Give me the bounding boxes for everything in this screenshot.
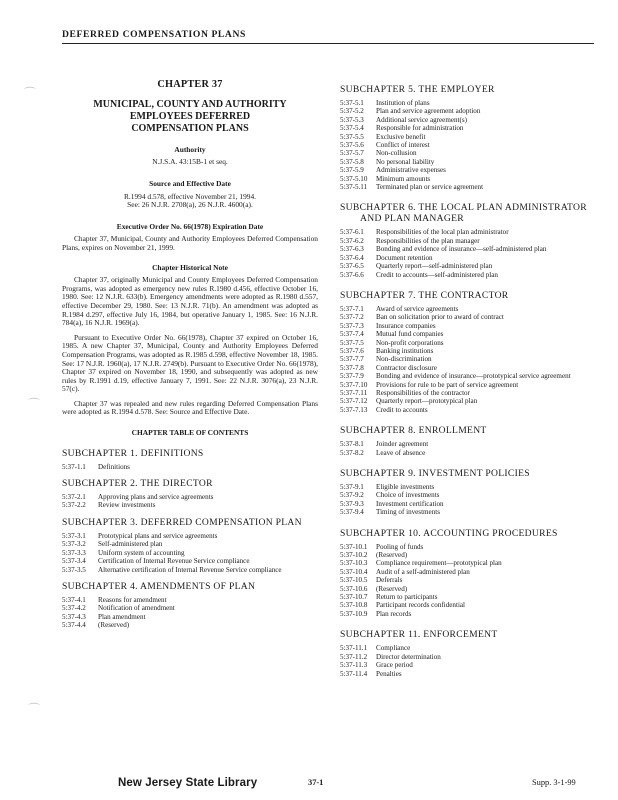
section-title: (Reserved) [376,551,408,560]
toc-section-row [340,653,602,661]
toc-section-row [340,183,602,191]
section-title: Notification of amendment [98,604,175,613]
section-number: 5:37-3.2 [62,540,86,549]
subchapter-block [340,528,602,619]
section-number: 5:37-7.2 [340,313,364,322]
section-title: Reasons for amendment [98,595,167,604]
toc-section-row [340,364,602,372]
section-title: Compliance [376,644,411,653]
subchapter-block [340,290,602,414]
toc-section-row [340,305,602,313]
chapter-number: CHAPTER 37 [157,79,223,90]
margin-mark: ⌒ [24,86,37,100]
subchapter-title: SUBCHAPTER 6. THE LOCAL PLAN ADMINISTRATOR [340,202,587,214]
toc-section-row [340,149,602,157]
subchapter-block [62,478,318,510]
toc-section-row [340,322,602,330]
toc-section-row [340,237,602,245]
section-title: Investment certification [376,499,444,508]
section-title: Non-profit corporations [376,338,444,347]
subchapter-block [340,84,602,191]
history-paragraph: Chapter 37, originally Municipal and County Employees Deferred Compensation Programs, was adopted as emergency new rules R.1980 d.456, effective October 16, 1980. See: 12 N.J.R. 633(b). Emergency amendments were adopted as R.1980 d.557, effective December 29, 1980. See: 13 N.J.R. 71(b). An amendment was adopted as R.1984 d.297, effective July 16, 1984, but operative January 1, 1985. See: 16 N.J.R. 784(a), 16 N.J.R. 1969(a). [62,275,318,328]
toc-section-row [62,566,318,574]
section-title: Timing of investments [376,508,440,517]
toc-section-row [62,493,318,501]
section-title: Plan records [376,609,412,618]
section-number: 5:37-10.5 [340,576,368,585]
section-title: Bonding and evidence of insurance—self-administered plan [376,245,547,254]
toc-section-row [340,254,602,262]
toc-section-row [340,116,602,124]
toc-section-row [340,397,602,405]
subchapter-block [62,448,318,471]
section-title: Return to participants [376,593,438,602]
toc-section-row [340,175,602,183]
toc-section-row [62,613,318,621]
section-number: 5:37-5.9 [340,166,364,175]
subchapter-title: SUBCHAPTER 10. ACCOUNTING PROCEDURES [340,527,558,539]
chapter-title-line: COMPENSATION PLANS [131,123,249,135]
section-title: Responsibilities of the contractor [376,388,470,397]
toc-section-row [340,551,602,559]
toc-section-row [62,549,318,557]
section-number: 5:37-5.7 [340,149,364,158]
section-title: No personal liability [376,157,435,166]
section-number: 5:37-6.2 [340,236,364,245]
toc-section-row [62,596,318,604]
section-number: 5:37-7.7 [340,355,364,364]
toc-section-row [340,508,602,516]
chapter-title [62,99,318,136]
subchapter-title: SUBCHAPTER 9. INVESTMENT POLICIES [340,468,530,479]
toc-section-row [340,313,602,321]
section-number: 5:37-10.7 [340,593,368,602]
toc-section-row [62,604,318,612]
section-title: Audit of a self-administered plan [376,567,470,576]
section-title: Self-administered plan [98,540,163,549]
section-title: Bonding and evidence of insurance—prototypical service agreement [376,372,571,381]
subchapter-title: SUBCHAPTER 2. THE DIRECTOR [62,478,213,490]
section-number: 5:37-7.9 [340,372,364,381]
subchapter-title-cont: AND PLAN MANAGER [360,213,464,225]
section-title: Responsible for administration [376,124,464,133]
section-number: 5:37-4.1 [62,595,86,604]
toc-section-row [340,406,602,414]
section-number: 5:37-9.3 [340,499,364,508]
toc-section-row [340,355,602,363]
toc-section-row [340,389,602,397]
section-number: 5:37-10.6 [340,584,368,593]
section-title: Institution of plans [376,99,430,107]
toc-section-row [340,107,602,115]
subchapter-block [340,202,602,278]
section-title: Grace period [376,661,413,670]
authority-text: N.J.S.A. 43:15B-1 et seq. [152,157,228,167]
section-number: 5:37-5.8 [340,157,364,166]
section-title: Choice of investments [376,491,440,500]
section-title: Conflict of interest [376,141,430,150]
section-title: Document retention [376,253,433,262]
section-title: Banking institutions [376,346,434,355]
section-number: 5:37-7.10 [340,380,368,389]
subchapter-title: SUBCHAPTER 7. THE CONTRACTOR [340,289,509,301]
toc-heading: CHAPTER TABLE OF CONTENTS [131,428,249,438]
section-number: 5:37-3.3 [62,548,86,557]
section-number: 5:37-7.3 [340,321,364,330]
subchapter-block [62,517,318,574]
section-title: Responsibilities of the local plan administrator [376,228,509,237]
section-number: 5:37-10.4 [340,567,368,576]
section-number: 5:37-10.2 [340,551,368,560]
toc-section-row [340,245,602,253]
section-number: 5:37-10.3 [340,559,368,568]
section-number: 5:37-6.6 [340,270,364,279]
toc-section-row [340,568,602,576]
section-number: 5:37-5.2 [340,107,364,116]
section-number: 5:37-5.4 [340,124,364,133]
eo-heading: Executive Order No. 66(1978) Expiration Date [116,221,264,231]
left-column [62,80,318,630]
section-title: Pooling of funds [376,542,424,551]
section-number: 5:37-5.1 [340,99,364,107]
section-title: Uniform system of accounting [98,548,185,557]
toc-section-row [340,585,602,593]
section-title: Eligible investments [376,483,435,491]
toc-section-row [62,532,318,540]
toc-section-row [340,158,602,166]
section-title: (Reserved) [376,584,408,593]
section-number: 5:37-7.12 [340,397,368,406]
section-title: Director determination [376,652,441,661]
section-number: 5:37-4.3 [62,612,86,621]
subchapter-title: SUBCHAPTER 1. DEFINITIONS [62,447,204,459]
toc-section-row [340,124,602,132]
section-number: 5:37-7.5 [340,338,364,347]
section-number: 5:37-8.1 [340,440,364,449]
section-number: 5:37-5.5 [340,132,364,141]
toc-section-row [340,500,602,508]
toc-section-row [62,540,318,548]
toc-section-row [340,601,602,609]
section-title: Leave of absence [376,448,426,457]
library-stamp: New Jersey State Library [118,777,258,789]
section-title: Credit to accounts—self-administered plan [376,270,498,279]
section-number: 5:37-6.5 [340,262,364,271]
section-title: Non-collusion [376,149,417,158]
subchapter-title: SUBCHAPTER 8. ENROLLMENT [340,425,487,437]
toc-section-row [340,381,602,389]
eo-text: Chapter 37, Municipal, County and Authority Employees Deferred Compensation Plans, expires on November 21, 1999. [62,234,318,252]
section-title: Certification of Internal Revenue Service compliance [98,557,250,566]
section-title: Alternative certification of Internal Revenue Service compliance [98,565,282,574]
section-title: Review investments [98,501,156,510]
section-title: Mutual fund companies [376,330,444,339]
toc-right-list [340,84,602,678]
section-number: 5:37-8.2 [340,448,364,457]
section-title: Plan and service agreement adoption [376,107,481,116]
section-number: 5:37-6.3 [340,245,364,254]
section-number: 5:37-7.1 [340,304,364,313]
section-title: Quarterly report—self-administered plan [376,262,493,271]
toc-section-row [340,99,602,107]
supplement-date: Supp. 3-1-99 [532,778,576,787]
section-number: 5:37-2.1 [62,493,86,502]
section-title: Terminated plan or service agreement [376,183,484,192]
section-title: Prototypical plans and service agreements [98,531,218,540]
toc-section-row [340,372,602,380]
section-number: 5:37-3.1 [62,531,86,540]
section-title: Non-discrimination [376,355,432,364]
subchapter-title: SUBCHAPTER 4. AMENDMENTS OF PLAN [62,580,256,592]
section-number: 5:37-4.4 [62,621,86,630]
toc-section-row [62,463,318,471]
toc-section-row [340,262,602,270]
section-title: Quarterly report—prototypical plan [376,397,478,406]
section-number: 5:37-5.3 [340,115,364,124]
section-title: Additional service agreement(s) [376,115,467,124]
section-number: 5:37-5.11 [340,183,368,192]
section-number: 5:37-3.5 [62,565,86,574]
section-number: 5:37-10.1 [340,542,368,551]
history-paragraph: Chapter 37 was repealed and new rules regarding Deferred Compensation Plans were adopted as R.1994 d.578. See: Source and Effective Date. [62,398,318,417]
section-number: 5:37-3.4 [62,557,86,566]
section-number: 5:37-10.9 [340,609,368,618]
margin-mark: ⌒ [28,702,41,716]
subchapter-title: SUBCHAPTER 11. ENFORCEMENT [340,629,498,641]
source-heading: Source and Effective Date [149,179,231,188]
section-title: Deferrals [376,576,403,585]
header-rule [62,43,594,44]
section-title: Credit to accounts [376,405,428,414]
section-title: Administrative expenses [376,166,446,175]
toc-section-row [62,501,318,509]
section-number: 5:37-9.2 [340,491,364,500]
section-title: Responsibilities of the plan manager [376,236,480,245]
toc-section-row [340,133,602,141]
authority-heading: Authority [174,144,206,154]
section-title: Approving plans and service agreements [98,493,214,502]
section-number: 5:37-5.6 [340,141,364,150]
section-title: Insurance companies [376,321,436,330]
page-number: 37-1 [308,778,324,787]
subchapter-block [340,468,602,517]
section-number: 5:37-11.1 [340,644,368,653]
toc-section-row [340,166,602,174]
section-number: 5:37-11.4 [340,669,368,678]
toc-section-row [340,440,602,448]
subchapter-block [340,425,602,457]
toc-section-row [340,483,602,491]
section-number: 5:37-5.10 [340,174,368,183]
section-title: Contractor disclosure [376,363,437,372]
toc-section-row [340,576,602,584]
toc-section-row [340,559,602,567]
section-title: Minimum amounts [376,174,431,183]
section-title: Provisions for rule to be part of service agreement [376,380,519,389]
source-line: R.1994 d.578, effective November 21, 1994. [123,191,257,201]
toc-section-row [62,557,318,565]
section-number: 5:37-7.4 [340,330,364,339]
toc-section-row [340,491,602,499]
toc-section-row [340,593,602,601]
section-title: (Reserved) [98,621,130,630]
section-number: 5:37-2.2 [62,501,86,510]
running-head: DEFERRED COMPENSATION PLANS [62,29,246,40]
toc-section-row [340,347,602,355]
section-number: 5:37-6.4 [340,253,364,262]
source-line: See: 26 N.J.R. 2708(a), 26 N.J.R. 4600(a). [127,200,253,210]
margin-mark: ⌒ [28,397,41,411]
section-number: 5:37-11.3 [340,661,368,670]
toc-section-row [340,339,602,347]
chapter-title-line: EMPLOYEES DEFERRED [129,111,251,122]
right-column [340,77,602,678]
history-paragraph: Pursuant to Executive Order No. 66(1978), Chapter 37 expired on October 16, 1985. A new Chapter 37, Municipal, County and Authority Employees Deferred Compensation Programs, was adopted as R.1985 d.598, effective November 18, 1985. See: 17 N.J.R. 1960(a), 17 N.J.R. 2749(b). Pursuant to Executive Order No. 66(1978), Chapter 37 expired on November 18, 1990, and subsequently was adopted as new rules by R.1991 d.19, effective January 7, 1991. See: 22 N.J.R. 3076(a), 23 N.J.R. 57(c). [62,332,318,394]
chapter-title-line: MUNICIPAL, COUNTY AND AUTHORITY [93,98,287,110]
section-number: 5:37-4.2 [62,604,86,613]
section-title: Definitions [98,462,130,471]
subchapter-block [340,629,602,678]
section-title: Plan amendment [98,612,146,621]
subchapter-title: SUBCHAPTER 5. THE EMPLOYER [340,84,495,95]
section-number: 5:37-1.1 [62,462,86,471]
toc-section-row [340,543,602,551]
section-title: Penalties [376,669,402,678]
section-number: 5:37-11.2 [340,652,368,661]
toc-left-list [62,448,318,630]
subchapter-title: SUBCHAPTER 3. DEFERRED COMPENSATION PLAN [62,516,302,528]
section-number: 5:37-7.11 [340,388,368,397]
section-title: Exclusive benefit [376,132,426,141]
subchapter-block [62,581,318,630]
toc-section-row [340,228,602,236]
section-title: Ban on solicitation prior to award of contract [376,313,504,322]
section-number: 5:37-9.4 [340,508,364,517]
section-number: 5:37-6.1 [340,228,364,237]
section-title: Award of service agreements [376,304,459,313]
section-title: Compliance requirement—prototypical plan [376,559,502,568]
section-number: 5:37-7.8 [340,363,364,372]
toc-section-row [340,449,602,457]
toc-section-row [340,610,602,618]
section-number: 5:37-7.13 [340,405,368,414]
section-title: Joinder agreement [376,440,429,449]
section-title: Participant records confidential [376,601,466,610]
toc-section-row [340,670,602,678]
toc-section-row [340,271,602,279]
toc-section-row [340,330,602,338]
toc-section-row [340,661,602,669]
section-number: 5:37-10.8 [340,601,368,610]
section-number: 5:37-7.6 [340,346,364,355]
toc-section-row [62,621,318,629]
toc-section-row [340,644,602,652]
history-heading: Chapter Historical Note [152,262,228,272]
section-number: 5:37-9.1 [340,483,364,491]
toc-section-row [340,141,602,149]
